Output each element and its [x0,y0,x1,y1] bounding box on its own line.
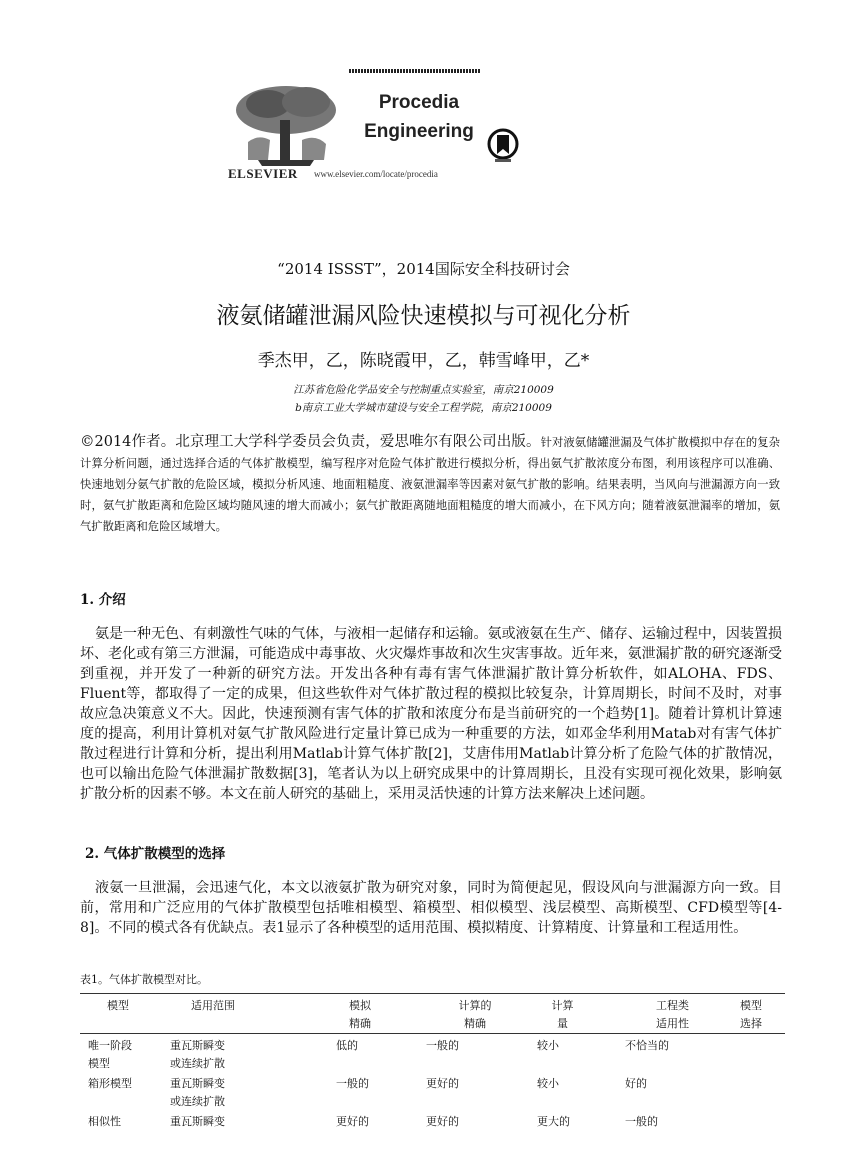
table-header-cell: 适用范围 [191,999,235,1012]
table-cell: 好的 [625,1077,647,1090]
table-cell: 一般的 [625,1115,658,1128]
table-caption: 表1。气体扩散模型对比。 [80,973,208,986]
publisher-name: ELSEVIER [228,166,298,181]
table-header-cell: 计算的 精确 [458,999,492,1030]
table-header-cell: 模型 [107,999,129,1012]
section-1-heading: 1. 介绍 [80,592,126,608]
affiliation-b: b南京工业大学城市建设与安全工程学院，南京210009 [295,402,552,414]
table-cell: 更大的 [537,1115,570,1128]
table-header-cell: 工程类 适用性 [656,999,689,1030]
journal-name [354,88,484,146]
table-top-rule [80,993,785,994]
section-2-paragraph: 液氨一旦泄漏，会迅速气化，本文以液氨扩散为研究对象，同时为简便起见，假设风向与泄漏源方向一致。目前，常用和广泛应用的气体扩散模型包括唯相模型、箱模型、相似模型、浅层模型、高斯模型、CFD模型等[4-8]。不同的模式各有优缺点。表1显示了各种模型的适用范围、模拟精度、计算精度、计算量和工程适用性。 [80,880,782,936]
table-cell: 重瓦斯瞬变 或连续扩散 [170,1039,225,1070]
elsevier-tree-logo [228,82,344,168]
table-cell: 更好的 [426,1077,459,1090]
journal-name-line2: Engineering [364,121,474,142]
abstract-text: 针对液氨储罐泄漏及气体扩散模拟中存在的复杂计算分析问题，通过选择合适的气体扩散模型，编写程序对危险气体扩散进行模拟分析，得出氨气扩散浓度分布图，利用该程序可以准确、快速地划分氨气扩散的危险区域，模拟分析风速、地面粗糙度、液氨泄漏率等因素对氨气扩散的影响。结果表明，当风向与泄漏源方向一致时，氨气扩散距离和危险区域均随风速的增大而减小；氨气扩散距离随地面粗糙度的增大而减小，在下风方向；随着液氨泄漏率的增加，氨气扩散距离和危险区域增大。 [80,436,780,533]
table-cell: 重瓦斯瞬变 [170,1115,225,1128]
section-2-heading: 2. 气体扩散模型的选择 [85,846,226,862]
affiliation-a: 江苏省危险化学品安全与控制重点实验室，南京210009 [293,384,554,396]
crossmark-icon[interactable] [487,128,519,166]
header-rule [349,69,481,73]
publisher-url[interactable]: www.elsevier.com/locate/procedia [314,169,438,179]
copyright-notice: ©2014作者。北京理工大学科学委员会负责，爱思唯尔有限公司出版。 [80,434,541,450]
table-cell: 一般的 [426,1039,459,1052]
table-cell: 相似性 [88,1115,121,1128]
section-1-paragraph: 氨是一种无色、有刺激性气味的气体，与液相一起储存和运输。氨或液氨在生产、储存、运输过程中，因装置损坏、老化或有第三方泄漏，可能造成中毒事故、火灾爆炸事故和次生灾害事故。近年来，氨泄漏扩散的研究逐渐受到重视，并开发了一种新的研究方法。开发出各种有毒有害气体泄漏扩散计算分析软件，如ALOHA、FDS、Fluent等，都取得了一定的成果，但这些软件对气体扩散过程的模拟比较复杂，计算周期长，时间不及时，对事故应急决策意义不大。因此，快速预测有害气体的扩散和浓度分布是当前研究的一个趋势[1]。随着计算机计算速度的提高，利用计算机对氨气扩散风险进行定量计算已成为一种重要的方法，如邓金华利用Matab对有害气体扩散过程进行计算和分析，提出利用Matlab计算气体扩散[2]，艾唐伟用Matlab计算分析了危险气体的扩散情况，也可以输出危险气体泄漏扩散数据[3]，笔者认为以上研究成果中的计算周期长，且没有实现可视化效果，影响氨扩散分析的因素不够。本文在前人研究的基础上，采用灵活快速的计算方法来解决上述问题。 [80,626,782,802]
table-header-cell: 模型 选择 [740,999,762,1030]
table-header-cell: 模拟 精确 [349,999,371,1030]
table-cell: 一般的 [336,1077,369,1090]
table-cell: 更好的 [336,1115,369,1128]
table-header-cell: 计算 量 [551,999,574,1030]
table-cell: 较小 [537,1039,559,1052]
table-header-rule [80,1033,785,1034]
table-cell: 重瓦斯瞬变 或连续扩散 [170,1077,225,1108]
table-cell: 较小 [537,1077,559,1090]
table-cell: 唯一阶段 模型 [88,1039,132,1070]
table-cell: 不恰当的 [625,1039,669,1052]
abstract [80,432,780,537]
paper-title: 液氨储罐泄漏风险快速模拟与可视化分析 [216,303,631,329]
conference-name: “2014 ISSST”，2014国际安全科技研讨会 [277,260,570,278]
table-cell: 低的 [336,1039,358,1052]
table-cell: 箱形模型 [88,1077,132,1090]
author-list: 季杰甲，乙，陈晓霞甲，乙，韩雪峰甲，乙* [257,351,590,371]
table-cell: 更好的 [426,1115,459,1128]
journal-name-line1: Procedia [378,92,460,113]
